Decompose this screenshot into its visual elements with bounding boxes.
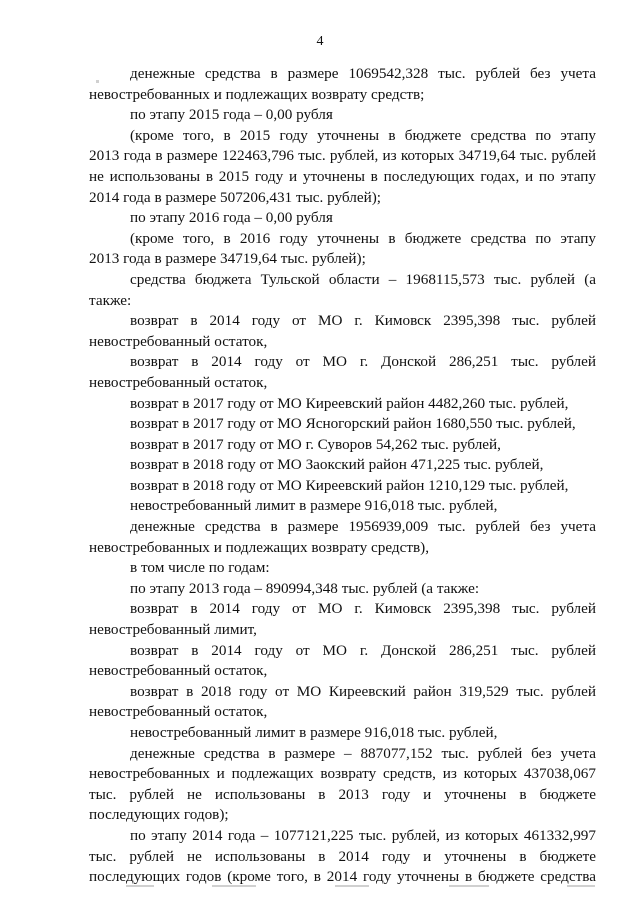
text-line: возврат в 2014 году от МО г. Донской 286,251 тыс. рублей: [130, 353, 596, 371]
page-number: 4: [316, 34, 324, 49]
text-line: не использованы в 2015 году и уточнены в последующих годах, и по этапу: [89, 167, 596, 185]
text-line: невостребованных и подлежащих возврату средств),: [89, 538, 429, 556]
text-line: невостребованный остаток,: [89, 373, 268, 391]
text-line: денежные средства в размере 1956939,009 тыс. рублей без учета: [130, 518, 596, 536]
text-line: по этапу 2016 года – 0,00 рубля: [130, 209, 333, 227]
text-line: невостребованных и подлежащих возврату средств;: [89, 85, 425, 103]
text-line: средства бюджета Тульской области – 1968115,573 тыс. рублей (а: [130, 270, 596, 288]
scan-mark: [126, 885, 154, 887]
text-line: 2013 года в размере 122463,796 тыс. рублей, из которых 34719,64 тыс. рублей: [89, 147, 596, 165]
text-line: возврат в 2018 году от МО Заокский район 471,225 тыс. рублей,: [130, 456, 544, 474]
text-line: тыс. рублей не использованы в 2014 году и уточнены в бюджете: [89, 847, 596, 865]
text-line: невостребованный остаток,: [89, 662, 268, 680]
scan-mark: [335, 885, 369, 887]
text-line: возврат в 2017 году от МО г. Суворов 54,262 тыс. рублей,: [130, 435, 501, 453]
text-line: возврат в 2018 году от МО Киреевский район 319,529 тыс. рублей: [130, 682, 596, 700]
scan-mark: [212, 885, 256, 887]
text-line: невостребованный остаток,: [89, 703, 268, 721]
scan-mark: [567, 885, 595, 887]
text-line: невостребованный остаток,: [89, 332, 268, 350]
text-line: денежные средства в размере 1069542,328 тыс. рублей без учета: [130, 65, 596, 82]
text-line: невостребованный лимит в размере 916,018 тыс. рублей,: [130, 724, 498, 741]
text-line: также:: [89, 291, 132, 309]
scan-mark: [96, 80, 99, 83]
text-line: возврат в 2017 году от МО Ясногорский район 1680,550 тыс. рублей,: [130, 415, 576, 433]
document-body: [89, 64, 596, 888]
text-line: 2014 года в размере 507206,431 тыс. рублей);: [89, 188, 381, 206]
text-line: последующих годов);: [89, 806, 229, 824]
text-line: в том числе по годам:: [130, 559, 270, 577]
text-line: возврат в 2014 году от МО г. Кимовск 2395,398 тыс. рублей: [130, 600, 596, 618]
text-line: возврат в 2014 году от МО г. Донской 286,251 тыс. рублей: [130, 641, 596, 659]
text-line: возврат в 2018 году от МО Киреевский район 1210,129 тыс. рублей,: [130, 476, 569, 494]
text-line: по этапу 2014 года – 1077121,225 тыс. рублей, из которых 461332,997: [130, 826, 596, 844]
text-line: 2013 года в размере 34719,64 тыс. рублей);: [89, 250, 366, 268]
text-line: невостребованный лимит в размере 916,018 тыс. рублей,: [130, 497, 498, 515]
text-line: тыс. рублей не использованы в 2013 году и уточнены в бюджете: [89, 785, 596, 803]
text-line: по этапу 2013 года – 890994,348 тыс. рублей (а также:: [130, 579, 480, 597]
scan-mark: [449, 885, 489, 887]
text-line: возврат в 2017 году от МО Киреевский район 4482,260 тыс. рублей,: [130, 394, 569, 412]
text-line: последующих годов (кроме того, в 2014 году уточнены в бюджете средства: [89, 868, 596, 886]
text-line: по этапу 2015 года – 0,00 рубля: [130, 106, 333, 124]
text-line: (кроме того, в 2015 году уточнены в бюджете средства по этапу: [130, 126, 596, 144]
text-line: (кроме того, в 2016 году уточнены в бюджете средства по этапу: [130, 229, 596, 247]
text-line: невостребованных и подлежащих возврату средств, из которых 437038,067: [89, 765, 596, 783]
text-line: денежные средства в размере – 887077,152 тыс. рублей без учета: [130, 744, 596, 762]
text-line: невостребованный лимит,: [89, 621, 257, 639]
text-line: возврат в 2014 году от МО г. Кимовск 2395,398 тыс. рублей: [130, 312, 596, 330]
